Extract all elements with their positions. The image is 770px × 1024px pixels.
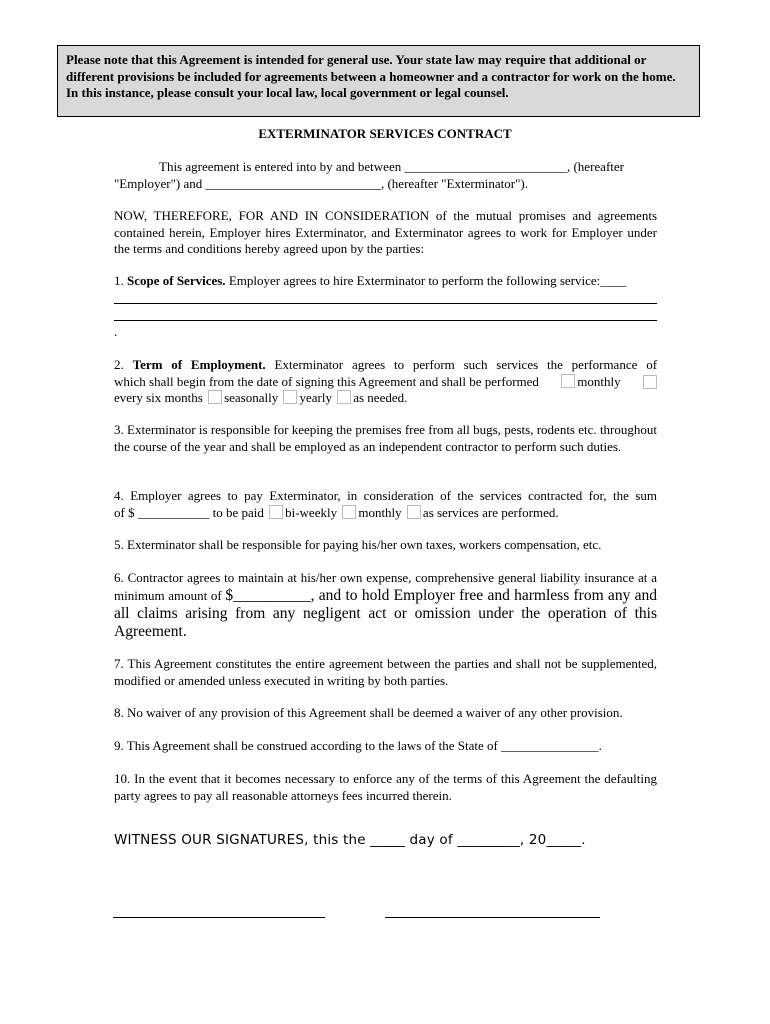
yearly-checkbox[interactable] <box>283 390 297 404</box>
section-1-number: 1. <box>114 273 124 288</box>
section-2-line-2 <box>114 374 657 391</box>
section-9: 9. This Agreement shall be construed according to the laws of the State of _______________. <box>114 738 602 753</box>
section-6-part-2: $__________, and to hold Employer free and harmless from any and all claims arising from any negligent act or omission under the operation of this Agreement. <box>114 586 657 640</box>
service-blank-line-1[interactable] <box>114 303 657 304</box>
payment-amount: of $ ___________ to be paid <box>114 504 264 520</box>
seasonally-checkbox[interactable] <box>208 390 222 404</box>
monthly-payment-checkbox[interactable] <box>342 505 356 519</box>
section-2-line-1-text: Exterminator agrees to perform such services the performance of <box>274 357 658 372</box>
as-needed-checkbox[interactable] <box>337 390 351 404</box>
section-7: 7. This Agreement constitutes the entire agreement between the parties and shall not be supplemented, modified or amended unless executed in writing by both parties. <box>114 656 657 688</box>
notice-box: Please note that this Agreement is intended for general use. Your state law may require that additional or different provisions be included for agreements between a homeowner and a contractor for work on the home. In this instance, please consult your local law, local government or legal counsel. <box>57 45 700 117</box>
as-performed-checkbox[interactable] <box>407 505 421 519</box>
monthly-label: monthly <box>577 373 621 389</box>
section-2-line-1 <box>114 357 657 374</box>
intro-line-1: This agreement is entered into by and between _________________________, (hereafter <box>159 159 624 174</box>
seasonally-label: seasonally <box>224 390 279 405</box>
six-months-label: every six months <box>114 390 203 405</box>
section-6-part-1: 6. Contractor agrees to maintain at his/her own expense, comprehensive general liability insurance at a minimum amount of <box>114 570 657 603</box>
section-1-dot: . <box>114 324 118 339</box>
signature-line-employer[interactable] <box>113 917 325 918</box>
section-8: 8. No waiver of any provision of this Agreement shall be deemed a waiver of any other provision. <box>114 705 623 720</box>
section-3: 3. Exterminator is responsible for keeping the premises free from all bugs, pests, rodents etc. throughout the course of the year and shall be employed as an independent contractor to perform such duties. <box>114 422 657 454</box>
section-2-line-3 <box>114 390 657 407</box>
section-2-number: 2. <box>114 357 124 372</box>
signature-line-exterminator[interactable] <box>385 917 600 918</box>
consideration-paragraph: NOW, THEREFORE, FOR AND IN CONSIDERATION of the mutual promises and agreements contained herein, Employer hires Exterminator, and Exterminator agrees to work for Employer under the terms and conditions hereby agreed upon by the parties: <box>114 208 657 256</box>
as-performed-label: as services are performed. <box>422 504 559 520</box>
section-4 <box>114 488 657 521</box>
section-4-line-2 <box>114 505 657 522</box>
intro-paragraph <box>114 159 657 192</box>
section-10: 10. In the event that it becomes necessary to enforce any of the terms of this Agreement the defaulting party agrees to pay all reasonable attorneys fees incurred therein. <box>114 771 657 803</box>
monthly-checkbox[interactable] <box>561 374 575 388</box>
intro-line-2: "Employer") and ___________________________, (hereafter "Exterminator"). <box>114 175 529 191</box>
monthly-option[interactable] <box>559 374 620 391</box>
section-4-line-1: 4. Employer agrees to pay Exterminator, in consideration of the services contracted for, the sum <box>114 488 657 503</box>
section-2 <box>114 357 657 407</box>
yearly-label: yearly <box>299 390 332 405</box>
section-1-heading: Scope of Services. <box>127 273 226 288</box>
section-2-heading: Term of Employment. <box>132 357 266 372</box>
section-5: 5. Exterminator shall be responsible for paying his/her own taxes, workers compensation, etc. <box>114 537 602 552</box>
section-6 <box>114 570 657 641</box>
monthly-payment-label: monthly <box>358 504 402 520</box>
document-title: EXTERMINATOR SERVICES CONTRACT <box>258 126 512 141</box>
section-2-line-2-text: which shall begin from the date of signing this Agreement and shall be performed <box>114 373 539 389</box>
section-1-text: Employer agrees to hire Exterminator to perform the following service:____ <box>228 273 627 288</box>
section-1 <box>114 273 657 290</box>
six-months-checkbox[interactable] <box>643 375 657 389</box>
as-needed-label: as needed. <box>353 390 408 405</box>
witness-line: WITNESS OUR SIGNATURES, this the _____ day of _________, 20_____. <box>114 832 586 848</box>
biweekly-checkbox[interactable] <box>269 505 283 519</box>
biweekly-label: bi-weekly <box>285 504 338 520</box>
service-blank-line-2[interactable] <box>114 320 657 321</box>
